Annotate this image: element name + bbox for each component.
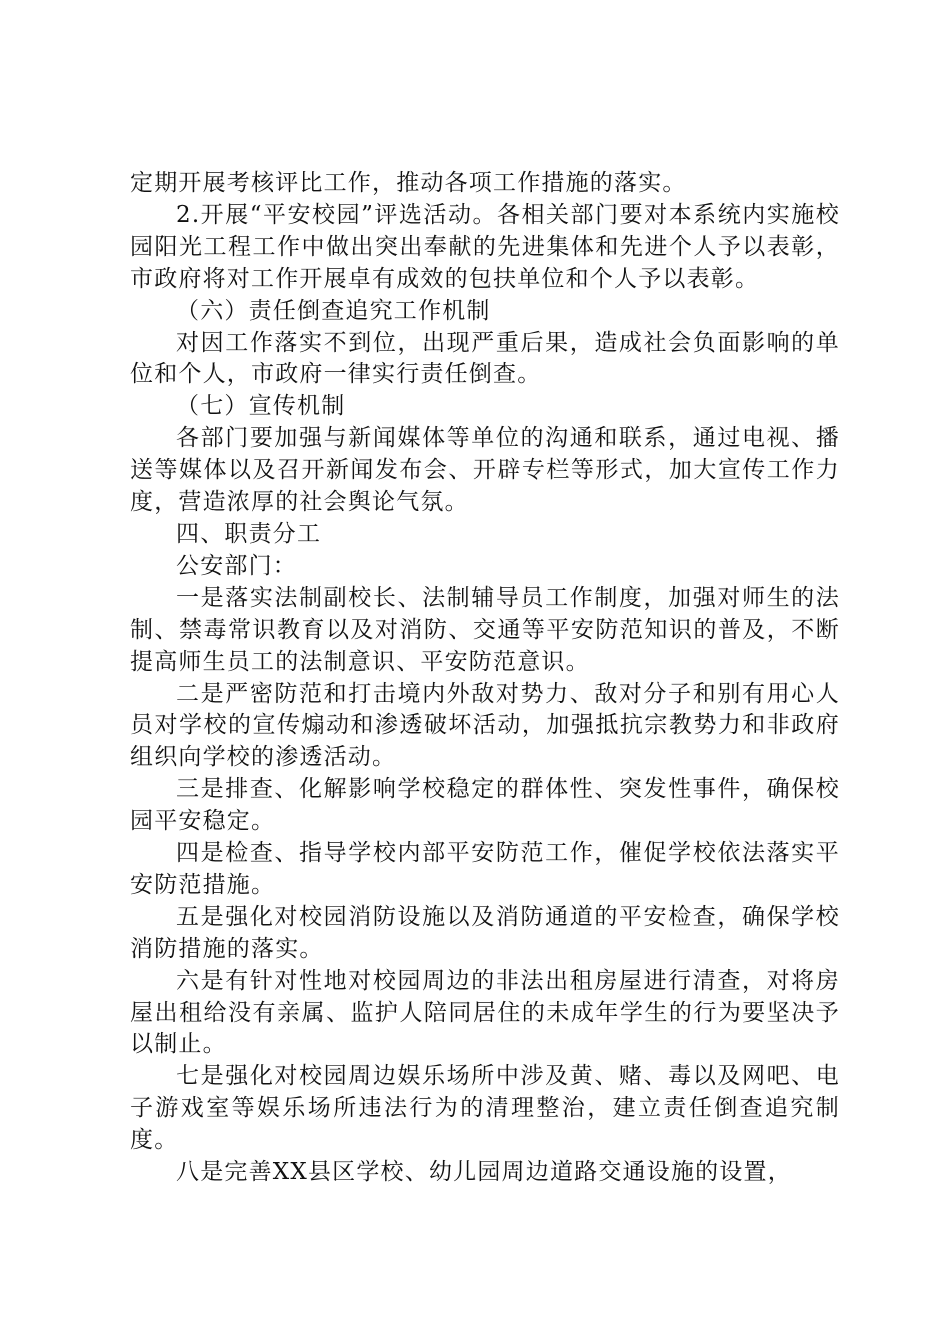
document-body [130, 168, 840, 1189]
heading-responsibilities: 四、职责分工 [176, 520, 322, 547]
list-item-4: 四是检查、指导学校内部平安防范工作，催促学校依法落实平安防范措施。 [130, 840, 840, 898]
list-item-1: 一是落实法制副校长、法制辅导员工作制度，加强对师生的法制、禁毒常识教育以及对消防、交通等平安防范知识的普及，不断提高师生员工的法制意识、平安防范意识。 [130, 584, 840, 675]
list-item-8: 八是完善XX县区学校、幼儿园周边道路交通设施的设置， [176, 1159, 792, 1186]
paragraph-publicity: 各部门要加强与新闻媒体等单位的沟通和联系，通过电视、播送等媒体以及召开新闻发布会、开辟专栏等形式，加大宣传工作力度，营造浓厚的社会舆论气氛。 [130, 425, 840, 516]
list-item-3: 三是排查、化解影响学校稳定的群体性、突发性事件，确保校园平安稳定。 [130, 776, 840, 835]
list-item-6: 六是有针对性地对校园周边的非法出租房屋进行清查，对将房屋出租给没有亲属、监护人陪同居住的未成年学生的行为要坚决予以制止。 [130, 967, 840, 1058]
paragraph-continuation: 定期开展考核评比工作，推动各项工作措施的落实。 [130, 170, 687, 196]
heading-public-security: 公安部门： [176, 552, 297, 579]
list-item-2: 二是严密防范和打击境内外敌对势力、敌对分子和别有用心人员对学校的宣传煽动和渗透破坏活动，加强抵抗宗教势力和非政府组织向学校的渗透活动。 [130, 680, 840, 771]
list-item-7: 七是强化对校园周边娱乐场所中涉及黄、赌、毒以及网吧、电子游戏室等娱乐场所违法行为的清理整治，建立责任倒查追究制度。 [130, 1063, 840, 1154]
heading-publicity-mechanism: （七）宣传机制 [176, 393, 346, 420]
list-item-5: 五是强化对校园消防设施以及消防通道的平安检查，确保学校消防措施的落实。 [130, 903, 840, 962]
paragraph-safe-campus-selection: 2.开展“平安校园”评选活动。各相关部门要对本系统内实施校园阳光工程工作中做出突出奉献的先进集体和先进个人予以表彰，市政府将对工作开展卓有成效的包扶单位和个人予以表彰。 [130, 201, 840, 292]
paragraph-accountability: 对因工作落实不到位，出现严重后果，造成社会负面影响的单位和个人，市政府一律实行责任倒查。 [130, 329, 840, 388]
heading-accountability-mechanism: （六）责任倒查追究工作机制 [176, 297, 491, 324]
